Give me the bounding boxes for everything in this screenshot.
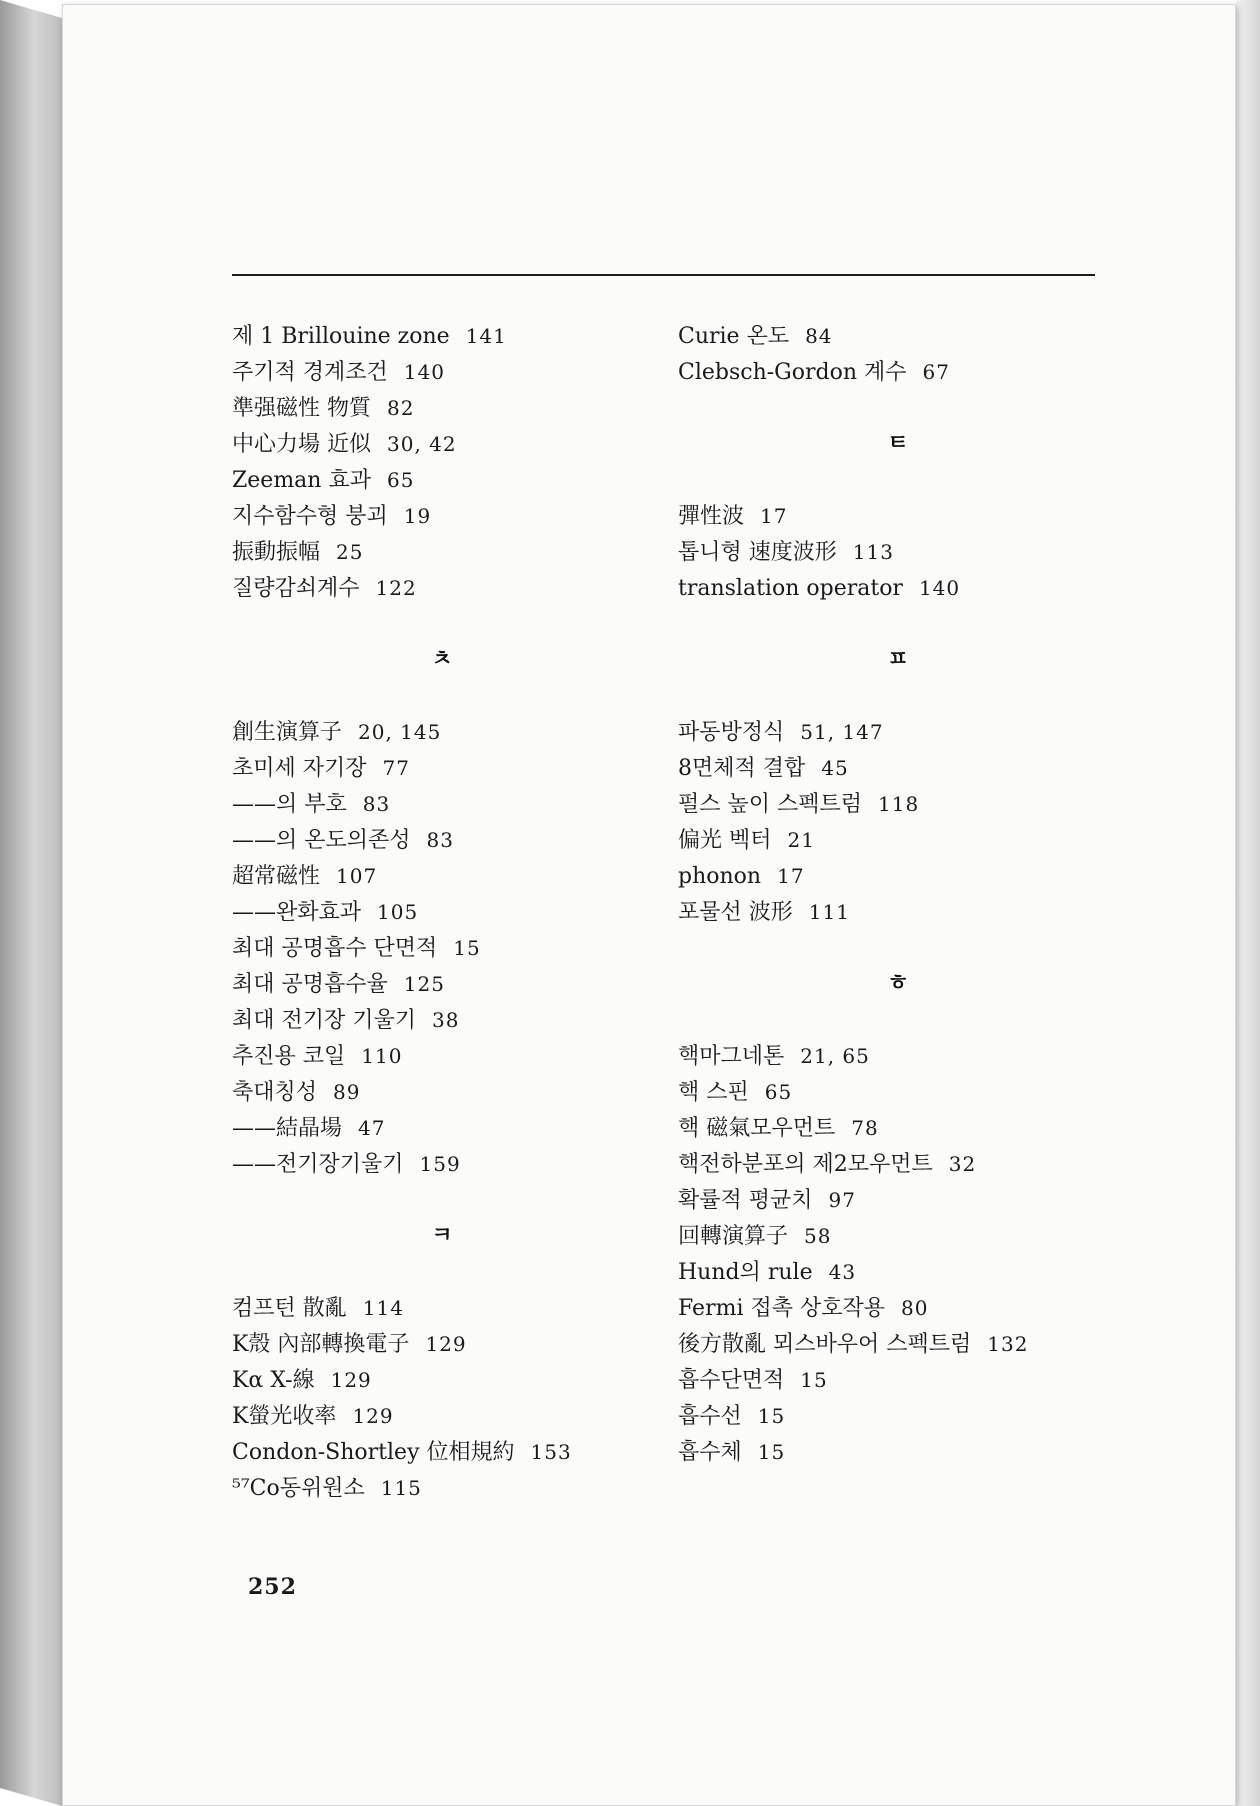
index-page-ref: 140 <box>403 360 445 384</box>
index-page-ref: 17 <box>760 504 788 528</box>
index-term: 振動振幅 <box>232 540 321 565</box>
index-page-ref: 20, 145 <box>358 720 442 744</box>
index-entry <box>678 750 1118 786</box>
index-page-ref: 140 <box>918 576 961 600</box>
index-entry <box>678 1182 1118 1218</box>
book-page-edges <box>1236 0 1260 1806</box>
left-group-2 <box>232 714 652 1182</box>
index-page-ref: 32 <box>948 1152 977 1176</box>
index-term: 핵 스핀 <box>678 1080 749 1105</box>
left-index-column <box>232 318 652 1506</box>
index-page-ref: 47 <box>358 1116 386 1140</box>
index-entry <box>678 714 1118 750</box>
index-term: Fermi 접촉 상호작용 <box>678 1296 885 1321</box>
index-entry <box>678 1398 1118 1434</box>
index-term: phonon <box>678 864 762 889</box>
left-group-1 <box>232 318 652 606</box>
index-entry <box>678 1074 1118 1110</box>
index-entry <box>232 1290 652 1326</box>
index-page-ref: 84 <box>805 324 833 348</box>
index-page-ref: 65 <box>386 468 415 492</box>
index-page-ref: 118 <box>878 792 920 816</box>
index-page-ref: 89 <box>333 1080 361 1104</box>
index-page-ref: 129 <box>330 1368 372 1392</box>
index-entry <box>678 822 1118 858</box>
index-page-ref: 129 <box>352 1404 394 1428</box>
index-entry <box>678 1362 1118 1398</box>
index-term: 핵전하분포의 제2모우먼트 <box>678 1152 933 1177</box>
section-heading-tieut: ㅌ <box>887 431 909 456</box>
index-term: 파동방정식 <box>678 720 785 745</box>
index-term: 흡수체 <box>678 1440 742 1465</box>
index-page-ref: 45 <box>821 756 849 780</box>
index-page-ref: 114 <box>362 1296 404 1320</box>
section-heading-kieuk: ㅋ <box>431 1223 453 1248</box>
index-term: 準强磁性 物質 <box>232 396 371 421</box>
index-entry <box>678 1146 1118 1182</box>
index-page-ref: 141 <box>465 324 507 348</box>
book-spine-edge <box>0 0 62 1806</box>
index-term: 創生演算子 <box>232 720 343 745</box>
index-page-ref: 15 <box>800 1368 828 1392</box>
index-term: 주기적 경계조건 <box>232 360 388 385</box>
index-entry <box>232 1146 652 1182</box>
index-entry <box>232 714 652 750</box>
index-term: 톱니형 速度波形 <box>678 540 837 565</box>
index-page-ref: 65 <box>764 1080 793 1104</box>
index-entry <box>678 570 1118 606</box>
index-entry <box>678 1326 1118 1362</box>
right-group-2 <box>678 498 1118 606</box>
index-term: 제 1 Brillouine zone <box>232 324 450 349</box>
index-term: 핵 磁氣모우먼트 <box>678 1116 836 1141</box>
index-entry <box>232 498 652 534</box>
index-page-ref: 58 <box>804 1224 832 1248</box>
index-page-ref: 25 <box>336 540 364 564</box>
header-rule <box>232 274 1095 276</box>
index-page-ref: 115 <box>380 1476 422 1500</box>
index-term: 後方散亂 뫼스바우어 스펙트럼 <box>678 1332 972 1357</box>
section-heading-chieut: ㅊ <box>431 647 453 672</box>
index-page-ref: 15 <box>757 1404 786 1428</box>
index-entry <box>232 570 652 606</box>
index-page-ref: 125 <box>403 972 445 996</box>
index-entry <box>232 822 652 858</box>
index-page-ref: 105 <box>377 900 419 924</box>
index-page-ref: 21 <box>787 828 815 852</box>
index-page-ref: 110 <box>361 1044 403 1068</box>
index-entry <box>232 1074 652 1110</box>
index-term: ——완화효과 <box>232 900 362 925</box>
page-number: 252 <box>248 1574 297 1600</box>
index-entry <box>678 1254 1118 1290</box>
right-group-4 <box>678 1038 1118 1470</box>
index-entry <box>232 1110 652 1146</box>
index-term: ——의 부호 <box>232 792 347 817</box>
index-page-ref: 78 <box>851 1116 879 1140</box>
index-term: 초미세 자기장 <box>232 756 367 781</box>
index-term: 中心力場 近似 <box>232 432 371 457</box>
index-page-ref: 83 <box>426 828 454 852</box>
index-term: 8면체적 결합 <box>678 756 806 781</box>
index-term: 질량감쇠계수 <box>232 576 360 601</box>
index-page-ref: 15 <box>757 1440 786 1464</box>
index-page-ref: 51, 147 <box>800 720 884 744</box>
index-page-ref: 107 <box>336 864 378 888</box>
index-term: 彈性波 <box>678 504 745 529</box>
index-page-ref: 21, 65 <box>800 1044 870 1068</box>
index-term: 回轉演算子 <box>678 1224 789 1249</box>
index-term: Kα X-線 <box>232 1368 315 1393</box>
index-page-ref: 97 <box>828 1188 856 1212</box>
index-entry <box>678 318 1118 354</box>
index-page-ref: 19 <box>403 504 432 528</box>
index-page-ref: 113 <box>852 540 894 564</box>
index-page-ref: 83 <box>362 792 391 816</box>
index-term: K殼 內部轉換電子 <box>232 1332 410 1357</box>
index-term: 펄스 높이 스펙트럼 <box>678 792 863 817</box>
right-index-column <box>678 318 1118 1470</box>
right-group-3 <box>678 714 1118 930</box>
index-term: Clebsch-Gordon 계수 <box>678 360 907 385</box>
index-page-ref: 43 <box>828 1260 857 1284</box>
index-term: 포물선 波形 <box>678 900 793 925</box>
index-entry <box>678 534 1118 570</box>
right-group-1 <box>678 318 1118 390</box>
index-entry <box>232 1326 652 1362</box>
index-entry <box>232 1434 652 1470</box>
index-entry <box>232 462 652 498</box>
index-term: ⁵⁷Co동위원소 <box>232 1476 365 1501</box>
index-term: 최대 공명흡수율 <box>232 972 388 997</box>
index-term: 핵마그네톤 <box>678 1044 785 1069</box>
index-term: Curie 온도 <box>678 324 790 349</box>
index-entry <box>232 354 652 390</box>
index-page-ref: 82 <box>387 396 415 420</box>
index-page-ref: 159 <box>419 1152 461 1176</box>
index-page-ref: 122 <box>375 576 417 600</box>
index-term: Zeeman 효과 <box>232 468 371 493</box>
index-page-ref: 17 <box>777 864 805 888</box>
index-entry <box>232 318 652 354</box>
left-group-3 <box>232 1290 652 1506</box>
index-term: 최대 공명흡수 단면적 <box>232 936 438 961</box>
index-entry <box>678 786 1118 822</box>
index-term: translation operator <box>678 576 903 601</box>
index-entry <box>232 930 652 966</box>
index-page-ref: 30, 42 <box>387 432 457 456</box>
index-term: 최대 전기장 기울기 <box>232 1008 417 1033</box>
index-term: Hund의 rule <box>678 1260 813 1285</box>
index-term: ——전기장기울기 <box>232 1152 404 1177</box>
index-term: 추진용 코일 <box>232 1044 346 1069</box>
index-term: 컴프턴 散亂 <box>232 1296 347 1321</box>
index-entry <box>232 786 652 822</box>
index-entry <box>232 858 652 894</box>
index-term: ——의 온도의존성 <box>232 828 411 853</box>
index-term: 지수함수형 붕괴 <box>232 504 388 529</box>
index-term: 축대칭성 <box>232 1080 318 1105</box>
index-page-ref: 15 <box>453 936 481 960</box>
index-entry <box>678 1038 1118 1074</box>
index-term: 偏光 벡터 <box>678 828 772 853</box>
index-term: K螢光收率 <box>232 1404 337 1429</box>
index-page-ref: 67 <box>922 360 950 384</box>
index-term: Condon-Shortley 位相規約 <box>232 1440 515 1465</box>
index-entry <box>232 1362 652 1398</box>
index-term: 흡수선 <box>678 1404 742 1429</box>
index-entry <box>678 894 1118 930</box>
index-entry <box>232 390 652 426</box>
index-entry <box>678 858 1118 894</box>
index-entry <box>232 1398 652 1434</box>
index-entry <box>678 1110 1118 1146</box>
index-entry <box>678 1434 1118 1470</box>
index-page-ref: 80 <box>901 1296 929 1320</box>
index-entry <box>232 534 652 570</box>
index-entry <box>678 354 1118 390</box>
index-term: ——結晶場 <box>232 1116 343 1141</box>
section-heading-pieup: ㅍ <box>887 647 909 672</box>
index-page-ref: 153 <box>530 1440 572 1464</box>
index-term: 확률적 평균치 <box>678 1188 813 1213</box>
index-entry <box>232 1038 652 1074</box>
index-entry <box>232 426 652 462</box>
index-term: 흡수단면적 <box>678 1368 785 1393</box>
index-entry <box>232 1470 652 1506</box>
index-entry <box>232 966 652 1002</box>
index-entry <box>678 1218 1118 1254</box>
index-page-ref: 77 <box>382 756 410 780</box>
index-term: 超常磁性 <box>232 864 321 889</box>
section-heading-hieut: ㅎ <box>887 971 909 996</box>
index-entry <box>678 498 1118 534</box>
index-entry <box>232 894 652 930</box>
index-entry <box>232 750 652 786</box>
index-entry <box>232 1002 652 1038</box>
index-entry <box>678 1290 1118 1326</box>
index-page-ref: 111 <box>808 900 850 924</box>
index-page-ref: 129 <box>425 1332 467 1356</box>
index-page-ref: 38 <box>432 1008 460 1032</box>
index-page-ref: 132 <box>987 1332 1029 1356</box>
